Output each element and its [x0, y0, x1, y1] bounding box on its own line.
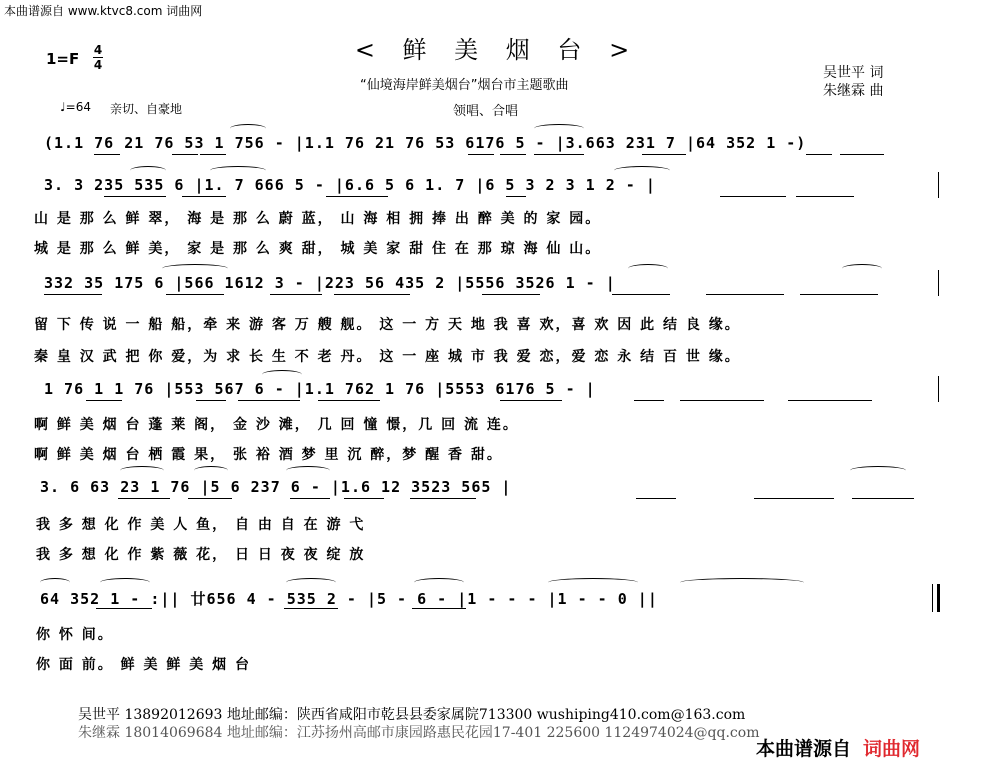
beam: [270, 294, 322, 295]
beam: [86, 400, 122, 401]
beam: [840, 154, 884, 155]
slur: [842, 264, 882, 273]
slur: [230, 124, 266, 133]
beam: [182, 196, 226, 197]
beam: [290, 498, 330, 499]
slur: [680, 578, 804, 587]
line2-lyrics-verse2: 秦 皇 汉 武 把 你 爱，为 求 长 生 不 老 丹。 这 一 座 城 市 我 爱 恋，爱 恋 永 结 百 世 缘。: [34, 349, 741, 365]
beam: [96, 608, 152, 609]
watermark-bottom: [756, 734, 920, 761]
slur: [210, 166, 266, 175]
line3-lyrics-verse1: 啊 鲜 美 烟 台 蓬 莱 阁， 金 沙 滩， 几 回 憧 憬，几 回 流 连。: [34, 417, 519, 433]
beam: [188, 498, 232, 499]
beam: [680, 400, 764, 401]
line1-notes: 3. 3 235 535 6 |1. 7 666 5 - |6.6 5 6 1. 7 |6 5 3 2 3 1 2 - |: [44, 176, 656, 194]
slur: [850, 466, 906, 475]
line3-notes: 1 76 1 1 76 |553 567 6 - |1.1 762 1 76 |5553 6176 5 - |: [44, 380, 596, 398]
watermark-brand: 词曲网: [863, 738, 921, 760]
beam: [410, 498, 476, 499]
beam: [500, 400, 562, 401]
beam: [634, 400, 664, 401]
beam: [326, 196, 388, 197]
bar-line: [938, 376, 939, 402]
line1-lyrics-verse2: 城 是 那 么 鲜 美， 家 是 那 么 爽 甜， 城 美 家 甜 住 在 那 琼 海 仙 山。: [34, 241, 602, 257]
footer-contact-composer: 朱继霖 18014069684 地址邮编：江苏扬州高邮市康园路惠民花园17-401 225600 1124974024@qq.com: [78, 725, 760, 741]
line5-lyrics-verse1: 你 怀 间。: [36, 627, 114, 643]
beam: [468, 154, 494, 155]
line5-notes: 64 352 1 - :|| 廿656 4 - 535 2 - |5 - 6 - |1 - - - |1 - - 0 ||: [40, 590, 658, 608]
footer-contact-lyricist: 吴世平 13892012693 地址邮编：陕西省咸阳市乾县县委家属院713300 wushiping410.com@163.com: [78, 707, 746, 723]
song-title: < 鲜 美 烟 台 >: [354, 36, 640, 64]
slur: [162, 264, 228, 273]
beam: [284, 608, 338, 609]
line4-lyrics-verse2: 我 多 想 化 作 紫 薇 花， 日 日 夜 夜 绽 放: [36, 547, 366, 563]
slur: [614, 166, 670, 175]
watermark-top: 本曲谱源自 www.ktvc8.com 词曲网: [4, 4, 203, 18]
beam: [636, 498, 676, 499]
slur: [628, 264, 668, 273]
beam: [506, 196, 526, 197]
beam: [200, 154, 226, 155]
beam: [534, 154, 584, 155]
beam: [238, 400, 300, 401]
beam: [800, 294, 878, 295]
beam: [500, 154, 526, 155]
composer-credit: 朱继霖 曲: [823, 83, 884, 99]
expression-marking: 亲切、自豪地: [110, 102, 183, 116]
beam: [720, 196, 786, 197]
beam: [318, 400, 380, 401]
slur: [100, 578, 150, 587]
line3-lyrics-verse2: 啊 鲜 美 烟 台 栖 霞 果， 张 裕 酒 梦 里 沉 醉，梦 醒 香 甜。: [34, 447, 503, 463]
line5-lyrics-verse2: 你 面 前。 鲜 美 鲜 美 烟 台: [36, 657, 251, 673]
beam: [44, 294, 102, 295]
slur: [40, 578, 70, 587]
tempo-marking: ♩=64: [60, 100, 91, 114]
time-signature-top: 4: [93, 43, 103, 57]
final-bar-line-thick: [937, 584, 940, 612]
slur: [262, 370, 302, 379]
bar-line: [938, 270, 939, 296]
final-bar-line: [932, 584, 933, 612]
beam: [412, 608, 466, 609]
line1-lyrics-verse1: 山 是 那 么 鲜 翠， 海 是 那 么 蔚 蓝， 山 海 相 拥 捧 出 醉 美 的 家 园。: [34, 211, 602, 227]
beam: [344, 498, 384, 499]
time-signature-bottom: 4: [93, 58, 103, 72]
beam: [196, 400, 226, 401]
beam: [754, 498, 834, 499]
time-signature: [93, 44, 103, 71]
beam: [612, 294, 670, 295]
slur: [414, 578, 464, 587]
beam: [334, 294, 410, 295]
watermark-site: 本曲谱源自: [756, 738, 852, 760]
intro-notes: (1.1 76 21 76 53 1 756 - |1.1 76 21 76 53 6176 5 - |3.663 231 7 |64 352 1 -): [44, 134, 807, 152]
beam: [118, 498, 170, 499]
beam: [788, 400, 872, 401]
beam: [642, 154, 686, 155]
key-signature: 1=F: [46, 50, 80, 68]
song-subtitle: “仙境海岸鲜美烟台”烟台市主题歌曲: [360, 78, 569, 93]
performance-role: 领唱、合唱: [453, 104, 519, 119]
slur: [130, 166, 166, 175]
line2-notes: 332 35 175 6 |566 1612 3 - |223 56 435 2 |5556 3526 1 - |: [44, 274, 616, 292]
slur: [120, 466, 164, 475]
beam: [706, 294, 784, 295]
beam: [796, 196, 854, 197]
beam: [172, 154, 198, 155]
line4-notes: 3. 6 63 23 1 76 |5 6 237 6 - |1.6 12 3523 565 |: [40, 478, 512, 496]
lyricist-credit: 吴世平 词: [823, 65, 884, 81]
slur: [286, 578, 336, 587]
slur: [548, 578, 638, 587]
beam: [94, 154, 120, 155]
beam: [104, 196, 166, 197]
beam: [166, 294, 224, 295]
line4-lyrics-verse1: 我 多 想 化 作 美 人 鱼， 自 由 自 在 游 弋: [36, 517, 366, 533]
beam: [806, 154, 832, 155]
beam: [852, 498, 914, 499]
beam: [482, 294, 540, 295]
slur: [534, 124, 584, 133]
line2-lyrics-verse1: 留 下 传 说 一 船 船，牵 来 游 客 万 艘 舰。 这 一 方 天 地 我 喜 欢，喜 欢 因 此 结 良 缘。: [34, 317, 741, 333]
bar-line: [938, 172, 939, 198]
slur: [286, 466, 330, 475]
slur: [194, 466, 228, 475]
